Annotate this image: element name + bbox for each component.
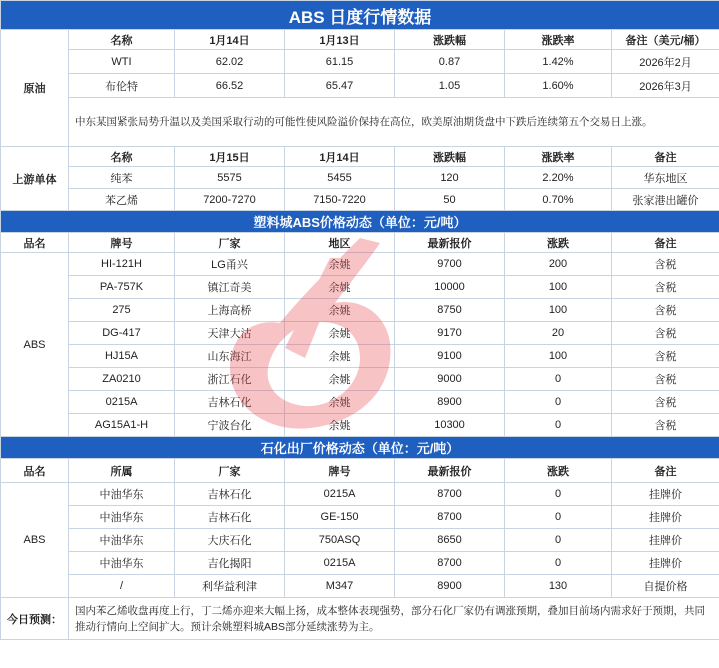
cell: 含税 <box>612 391 719 414</box>
crude-header: 涨跌幅 <box>395 30 505 50</box>
cell: 含税 <box>612 345 719 368</box>
abs-market-row <box>1 253 719 276</box>
cell: 挂牌价 <box>612 529 719 552</box>
cell: 1.05 <box>395 74 505 98</box>
cell: 9700 <box>395 253 505 276</box>
abs-market-row <box>1 391 719 414</box>
cell: 挂牌价 <box>612 552 719 575</box>
cell: 自提价格 <box>612 575 719 598</box>
cell: 0 <box>505 552 612 575</box>
cell: LG甬兴 <box>175 253 285 276</box>
cell: 挂牌价 <box>612 483 719 506</box>
cell: 50 <box>395 189 505 211</box>
cell: 纯苯 <box>69 167 175 189</box>
abs-header: 厂家 <box>175 233 285 253</box>
cell: 8900 <box>395 575 505 598</box>
cell: 挂牌价 <box>612 506 719 529</box>
cell: 9170 <box>395 322 505 345</box>
cell: 中油华东 <box>69 506 175 529</box>
cell: HI-121H <box>69 253 175 276</box>
crude-label: 原油 <box>1 30 69 147</box>
cell: 吉林石化 <box>175 506 285 529</box>
cell: 利华益利津 <box>175 575 285 598</box>
cell: DG-417 <box>69 322 175 345</box>
crude-note: 中东某国紧张局势升温以及美国采取行动的可能性使风险溢价保持在高位，欧美原油期货盘中下跌后连续第五个交易日上涨。 <box>69 98 719 147</box>
cell: 0215A <box>69 391 175 414</box>
abs-market-product-label: ABS <box>1 253 69 437</box>
petro-header: 备注 <box>612 459 719 483</box>
upstream-row <box>1 167 719 189</box>
forecast-row <box>1 598 719 640</box>
abs-market-row <box>1 368 719 391</box>
petro-product-label: ABS <box>1 483 69 598</box>
cell: 0215A <box>285 552 395 575</box>
cell: 0 <box>505 483 612 506</box>
cell: 张家港出罐价 <box>612 189 719 211</box>
crude-header: 涨跌率 <box>505 30 612 50</box>
cell: 7200-7270 <box>175 189 285 211</box>
cell: 0215A <box>285 483 395 506</box>
cell: 100 <box>505 276 612 299</box>
cell: 130 <box>505 575 612 598</box>
cell: 中油华东 <box>69 552 175 575</box>
crude-row <box>1 50 719 74</box>
cell: 含税 <box>612 276 719 299</box>
abs-header: 牌号 <box>69 233 175 253</box>
petro-row <box>1 483 719 506</box>
cell: AG15A1-H <box>69 414 175 437</box>
forecast-label: 今日预测： <box>1 598 69 640</box>
cell: 吉化揭阳 <box>175 552 285 575</box>
cell: 镇江奇美 <box>175 276 285 299</box>
cell: 2.20% <box>505 167 612 189</box>
petro-header: 牌号 <box>285 459 395 483</box>
petro-row <box>1 506 719 529</box>
cell: 吉林石化 <box>175 483 285 506</box>
cell: 含税 <box>612 322 719 345</box>
abs-market-row <box>1 345 719 368</box>
petro-row <box>1 575 719 598</box>
cell: 8700 <box>395 552 505 575</box>
cell: 0 <box>505 529 612 552</box>
cell: 大庆石化 <box>175 529 285 552</box>
cell: 66.52 <box>175 74 285 98</box>
cell: 200 <box>505 253 612 276</box>
petro-header: 品名 <box>1 459 69 483</box>
cell: 苯乙烯 <box>69 189 175 211</box>
forecast-text: 国内苯乙烯收盘再度上行，丁二烯亦迎来大幅上扬，成本整体表现强势，部分石化厂家仍有调涨预期，叠加目前场内需求好于预期，共同推动行情向上空间扩大。预计余姚塑料城ABS部分延续涨势为主。 <box>69 598 719 640</box>
cell: 100 <box>505 299 612 322</box>
petro-header-row <box>1 459 719 483</box>
abs-header: 涨跌 <box>505 233 612 253</box>
upstream-header: 涨跌率 <box>505 147 612 167</box>
cell: 山东海江 <box>175 345 285 368</box>
cell: 275 <box>69 299 175 322</box>
cell: 含税 <box>612 414 719 437</box>
cell: 0 <box>505 414 612 437</box>
cell: 0 <box>505 506 612 529</box>
cell: PA-757K <box>69 276 175 299</box>
upstream-label: 上游单体 <box>1 147 69 211</box>
cell: 0.87 <box>395 50 505 74</box>
petro-row <box>1 552 719 575</box>
cell: 2026年2月 <box>612 50 719 74</box>
cell: 余姚 <box>285 299 395 322</box>
abs-market-row <box>1 322 719 345</box>
crude-header: 名称 <box>69 30 175 50</box>
cell: 62.02 <box>175 50 285 74</box>
cell: ZA0210 <box>69 368 175 391</box>
cell: 余姚 <box>285 253 395 276</box>
cell: 余姚 <box>285 345 395 368</box>
abs-header: 最新报价 <box>395 233 505 253</box>
cell: WTI <box>69 50 175 74</box>
cell: 华东地区 <box>612 167 719 189</box>
abs-market-row <box>1 299 719 322</box>
upstream-header: 涨跌幅 <box>395 147 505 167</box>
cell: 2026年3月 <box>612 74 719 98</box>
cell: 10300 <box>395 414 505 437</box>
cell: 5455 <box>285 167 395 189</box>
cell: 5575 <box>175 167 285 189</box>
cell: 0 <box>505 391 612 414</box>
crude-row <box>1 74 719 98</box>
upstream-header-row <box>1 147 719 167</box>
upstream-row <box>1 189 719 211</box>
petro-body <box>1 483 719 598</box>
petro-header: 所属 <box>69 459 175 483</box>
cell: 20 <box>505 322 612 345</box>
abs-header: 备注 <box>612 233 719 253</box>
cell: M347 <box>285 575 395 598</box>
petro-header: 厂家 <box>175 459 285 483</box>
cell: 9000 <box>395 368 505 391</box>
cell: 含税 <box>612 368 719 391</box>
cell: 含税 <box>612 299 719 322</box>
abs-market-header-row <box>1 233 719 253</box>
cell: 天津大沽 <box>175 322 285 345</box>
crude-note-row <box>1 98 719 147</box>
cell: 120 <box>395 167 505 189</box>
petro-header: 最新报价 <box>395 459 505 483</box>
cell: 宁波台化 <box>175 414 285 437</box>
cell: 上海高桥 <box>175 299 285 322</box>
cell: 余姚 <box>285 368 395 391</box>
cell: 1.60% <box>505 74 612 98</box>
upstream-header: 名称 <box>69 147 175 167</box>
petro-header: 涨跌 <box>505 459 612 483</box>
abs-market-row <box>1 414 719 437</box>
cell: 750ASQ <box>285 529 395 552</box>
abs-market-section-title: 塑料城ABS价格动态（单位：元/吨） <box>1 211 719 233</box>
cell: 9100 <box>395 345 505 368</box>
upstream-header: 备注 <box>612 147 719 167</box>
cell: 中油华东 <box>69 483 175 506</box>
abs-header: 品名 <box>1 233 69 253</box>
cell: 8650 <box>395 529 505 552</box>
cell: 余姚 <box>285 391 395 414</box>
abs-market-body <box>1 253 719 437</box>
cell: 65.47 <box>285 74 395 98</box>
upstream-header: 1月15日 <box>175 147 285 167</box>
cell: 吉林石化 <box>175 391 285 414</box>
cell: 8900 <box>395 391 505 414</box>
cell: 余姚 <box>285 322 395 345</box>
cell: 8700 <box>395 483 505 506</box>
cell: 61.15 <box>285 50 395 74</box>
upstream-header: 1月14日 <box>285 147 395 167</box>
cell: GE-150 <box>285 506 395 529</box>
cell: 8750 <box>395 299 505 322</box>
cell: 余姚 <box>285 276 395 299</box>
cell: 0.70% <box>505 189 612 211</box>
cell: 中油华东 <box>69 529 175 552</box>
cell: 8700 <box>395 506 505 529</box>
crude-header-row <box>1 30 719 50</box>
abs-market-row <box>1 276 719 299</box>
crude-header: 1月13日 <box>285 30 395 50</box>
cell: 7150-7220 <box>285 189 395 211</box>
cell: HJ15A <box>69 345 175 368</box>
cell: 余姚 <box>285 414 395 437</box>
abs-header: 地区 <box>285 233 395 253</box>
petro-row <box>1 529 719 552</box>
page-title: ABS 日度行情数据 <box>1 1 719 30</box>
cell: 1.42% <box>505 50 612 74</box>
cell: 0 <box>505 368 612 391</box>
cell: 100 <box>505 345 612 368</box>
petro-section-title: 石化出厂价格动态（单位：元/吨） <box>1 437 719 459</box>
crude-header: 1月14日 <box>175 30 285 50</box>
cell: 含税 <box>612 253 719 276</box>
cell: 布伦特 <box>69 74 175 98</box>
cell: 10000 <box>395 276 505 299</box>
crude-header: 备注（美元/桶） <box>612 30 719 50</box>
cell: / <box>69 575 175 598</box>
cell: 浙江石化 <box>175 368 285 391</box>
